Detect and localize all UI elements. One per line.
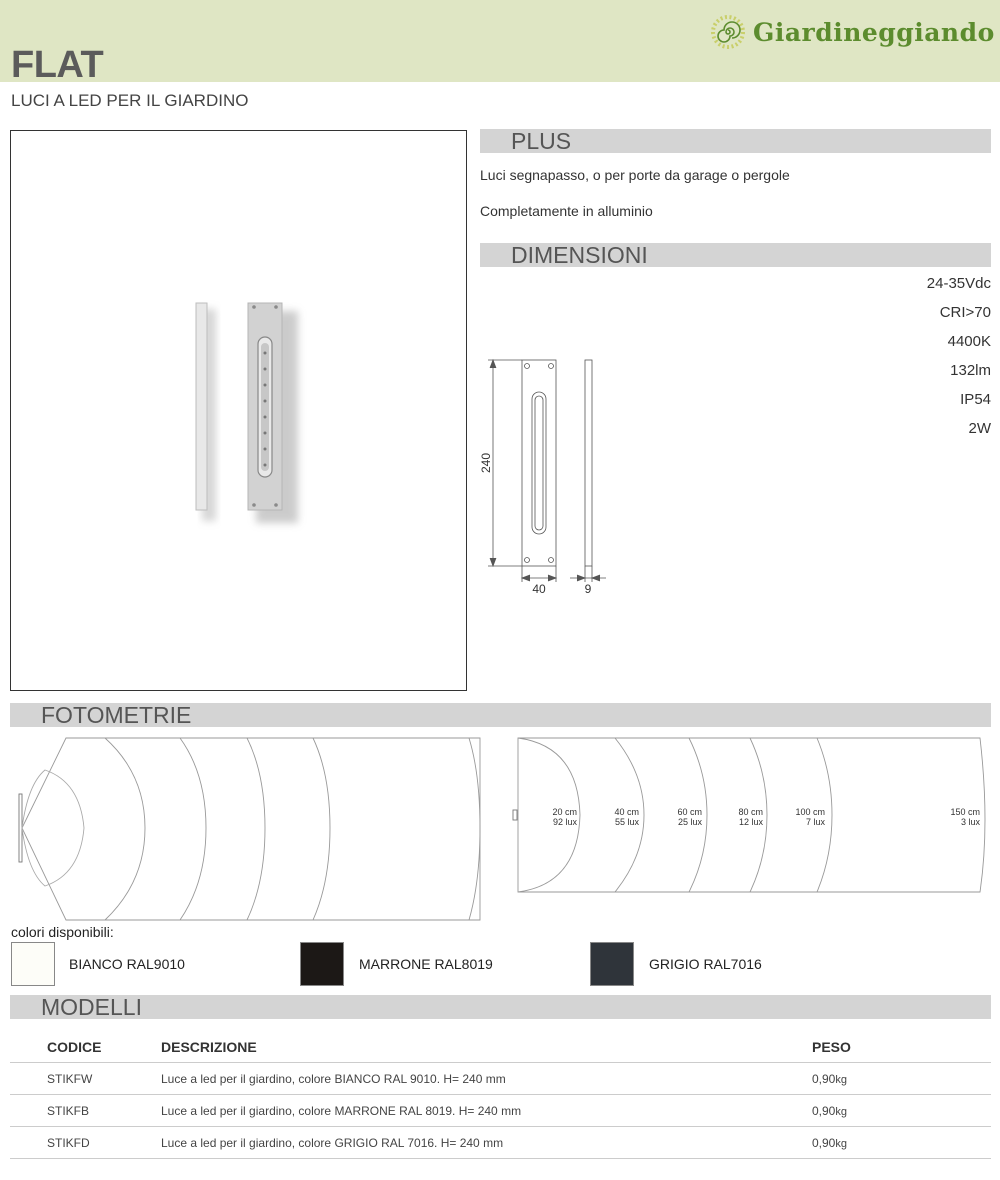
zone-distance-40: 40 cm bbox=[614, 807, 639, 817]
color-label-brown: MARRONE RAL8019 bbox=[359, 956, 493, 972]
zone-distance-150: 150 cm bbox=[950, 807, 980, 817]
col-header-description: DESCRIZIONE bbox=[161, 1032, 812, 1063]
table-row bbox=[10, 1063, 991, 1095]
spec-cri: CRI>70 bbox=[939, 304, 991, 321]
weight-value: 0,90 bbox=[812, 1135, 836, 1150]
spec-voltage: 24-35Vdc bbox=[926, 275, 991, 292]
product-photo-illustration bbox=[11, 131, 466, 690]
row-code: STIKFB bbox=[10, 1095, 161, 1127]
zone-lux-40: 55 lux bbox=[614, 817, 639, 827]
weight-unit: kg bbox=[835, 1073, 847, 1086]
plus-heading: PLUS bbox=[511, 128, 572, 154]
models-table bbox=[10, 1032, 991, 1159]
modelli-heading: MODELLI bbox=[41, 994, 142, 1020]
weight-unit: kg bbox=[835, 1105, 847, 1118]
row-weight bbox=[812, 1127, 991, 1159]
colors-label: colori disponibili: bbox=[11, 924, 114, 940]
product-subtitle: LUCI A LED PER IL GIARDINO bbox=[11, 91, 249, 110]
plus-line-2: Completamente in alluminio bbox=[480, 203, 653, 219]
weight-unit: kg bbox=[835, 1137, 847, 1150]
row-description: Luce a led per il giardino, colore GRIGIO RAL 7016. H= 240 mm bbox=[161, 1127, 812, 1159]
modelli-section-header bbox=[10, 995, 991, 1019]
table-row bbox=[10, 1127, 991, 1159]
col-header-code: CODICE bbox=[10, 1032, 161, 1063]
weight-value: 0,90 bbox=[812, 1071, 836, 1086]
row-description: Luce a led per il giardino, colore BIANCO RAL 9010. H= 240 mm bbox=[161, 1063, 812, 1095]
row-weight bbox=[812, 1063, 991, 1095]
fotometrie-section-header bbox=[10, 703, 991, 727]
table-header-row bbox=[10, 1032, 991, 1063]
color-swatch-grey bbox=[590, 942, 634, 986]
zone-lux-150: 3 lux bbox=[960, 817, 980, 827]
brand-logo[interactable] bbox=[708, 8, 993, 56]
photometric-diagrams bbox=[10, 734, 991, 924]
row-description: Luce a led per il giardino, colore MARRONE RAL 8019. H= 240 mm bbox=[161, 1095, 812, 1127]
dim-width-label: 40 bbox=[532, 582, 546, 596]
color-swatch-white bbox=[11, 942, 55, 986]
zone-distance-60: 60 cm bbox=[677, 807, 702, 817]
plus-line-1: Luci segnapasso, o per porte da garage o pergole bbox=[480, 167, 790, 183]
color-label-white: BIANCO RAL9010 bbox=[69, 956, 185, 972]
fotometrie-heading: FOTOMETRIE bbox=[41, 702, 192, 728]
color-swatch-brown bbox=[300, 942, 344, 986]
dim-depth-label: 9 bbox=[584, 582, 592, 596]
col-header-weight: PESO bbox=[812, 1032, 991, 1063]
plus-section-header bbox=[480, 129, 991, 153]
zone-lux-80: 12 lux bbox=[738, 817, 763, 827]
dimensioni-section-header bbox=[480, 243, 991, 267]
brand-name: Giardineggiando bbox=[753, 18, 995, 47]
row-code: STIKFD bbox=[10, 1127, 161, 1159]
zone-lux-60: 25 lux bbox=[677, 817, 702, 827]
row-code: STIKFW bbox=[10, 1063, 161, 1095]
spec-color-temp: 4400K bbox=[947, 333, 991, 350]
spiral-sun-icon bbox=[708, 10, 748, 54]
dimensioni-heading: DIMENSIONI bbox=[511, 242, 648, 268]
technical-drawing bbox=[478, 352, 618, 602]
color-label-grey: GRIGIO RAL7016 bbox=[649, 956, 762, 972]
zone-lux-100: 7 lux bbox=[805, 817, 825, 827]
spec-ip: IP54 bbox=[960, 391, 991, 408]
weight-value: 0,90 bbox=[812, 1103, 836, 1118]
zone-lux-20: 92 lux bbox=[552, 817, 577, 827]
zone-distance-80: 80 cm bbox=[738, 807, 763, 817]
table-row bbox=[10, 1095, 991, 1127]
spec-power: 2W bbox=[968, 420, 991, 437]
row-weight bbox=[812, 1095, 991, 1127]
product-title: FLAT bbox=[11, 44, 104, 86]
spec-lumen: 132lm bbox=[950, 362, 991, 379]
zone-distance-20: 20 cm bbox=[552, 807, 577, 817]
product-photo bbox=[10, 130, 467, 691]
dim-height-label: 240 bbox=[479, 452, 493, 474]
zone-distance-100: 100 cm bbox=[795, 807, 825, 817]
spec-list bbox=[927, 272, 991, 446]
photometry-side-view bbox=[19, 738, 480, 920]
